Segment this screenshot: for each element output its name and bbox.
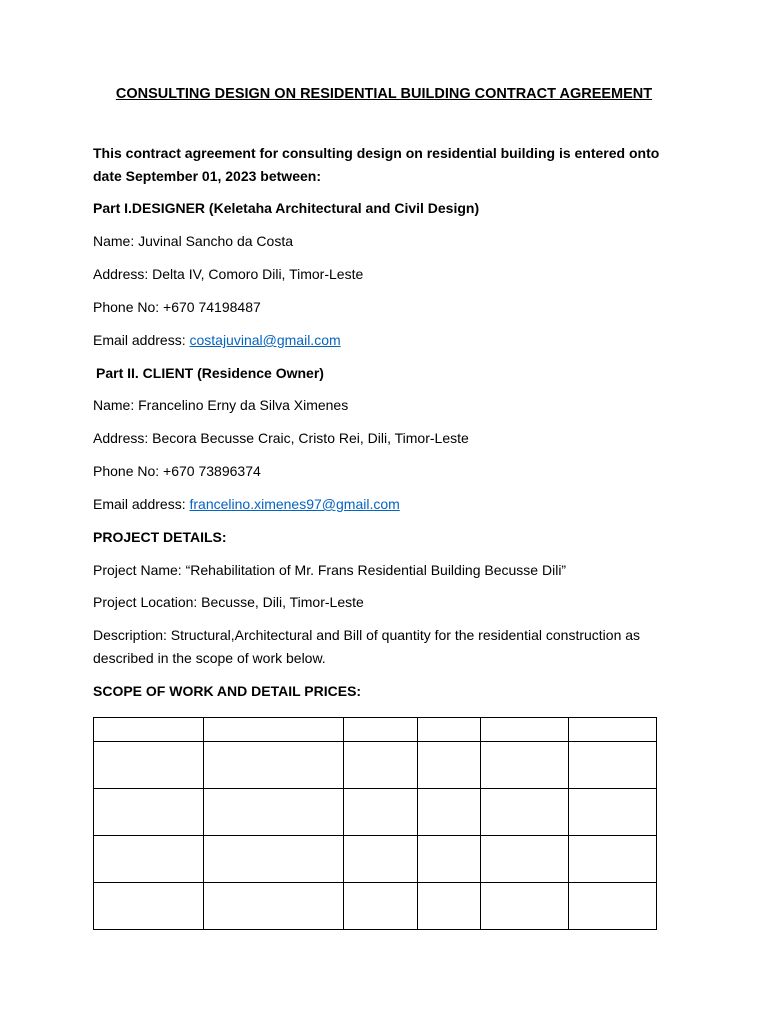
table-cell: [204, 742, 344, 789]
client-name: Name: Francelino Erny da Silva Ximenes: [93, 397, 349, 413]
client-address: Address: Becora Becusse Craic, Cristo Rei, Dili, Timor-Leste: [93, 430, 469, 446]
client-email-label: Email address:: [93, 496, 190, 512]
designer-email-label: Email address:: [93, 332, 190, 348]
table-cell: [204, 836, 344, 883]
project-details-heading: PROJECT DETAILS:: [93, 529, 227, 545]
table-cell: [94, 742, 204, 789]
table-cell: [94, 789, 204, 836]
designer-email-link[interactable]: costajuvinal@gmail.com: [189, 332, 341, 348]
table-cell: [481, 742, 569, 789]
table-row: [94, 883, 657, 930]
table-cell: [204, 789, 344, 836]
table-cell: [418, 789, 481, 836]
table-row: [94, 742, 657, 789]
table-cell: [344, 836, 418, 883]
designer-address: Address: Delta IV, Comoro Dili, Timor-Leste: [93, 266, 364, 282]
table-cell: [569, 836, 657, 883]
project-location: Project Location: Becusse, Dili, Timor-Leste: [93, 594, 364, 610]
table-cell: [94, 836, 204, 883]
table-cell: [94, 718, 204, 742]
table-cell: [569, 883, 657, 930]
designer-heading: Part I.DESIGNER (Keletaha Architectural and Civil Design): [93, 200, 480, 216]
scope-of-work-table: [93, 717, 657, 930]
table-cell: [481, 718, 569, 742]
table-cell: [418, 742, 481, 789]
table-row: [94, 836, 657, 883]
table-cell: [569, 742, 657, 789]
table-cell: [418, 883, 481, 930]
table-cell: [418, 836, 481, 883]
table-cell: [204, 883, 344, 930]
table-cell: [569, 789, 657, 836]
client-phone: Phone No: +670 73896374: [93, 463, 261, 479]
project-description-line-1: Description: Structural,Architectural and Bill of quantity for the residential construction as: [93, 627, 641, 643]
table-cell: [418, 718, 481, 742]
intro-line-2: date September 01, 2023 between:: [93, 168, 321, 184]
table-cell: [94, 883, 204, 930]
designer-phone: Phone No: +670 74198487: [93, 299, 261, 315]
table-cell: [569, 718, 657, 742]
designer-name: Name: Juvinal Sancho da Costa: [93, 233, 293, 249]
designer-email-row: [93, 329, 341, 352]
table-cell: [481, 883, 569, 930]
table-cell: [344, 718, 418, 742]
table-cell: [481, 836, 569, 883]
table-cell: [481, 789, 569, 836]
table-row: [94, 718, 657, 742]
table-row: [94, 789, 657, 836]
scope-heading: SCOPE OF WORK AND DETAIL PRICES:: [93, 683, 362, 699]
client-heading: Part II. CLIENT (Residence Owner): [96, 365, 324, 381]
table-cell: [204, 718, 344, 742]
project-description-line-2: described in the scope of work below.: [93, 650, 326, 666]
project-name: Project Name: “Rehabilitation of Mr. Frans Residential Building Becusse Dili”: [93, 562, 567, 578]
table-cell: [344, 742, 418, 789]
table-cell: [344, 883, 418, 930]
client-email-row: [93, 493, 400, 516]
client-email-link[interactable]: francelino.ximenes97@gmail.com: [189, 496, 400, 512]
table-cell: [344, 789, 418, 836]
intro-line-1: This contract agreement for consulting design on residential building is entered onto: [93, 145, 660, 161]
document-title: CONSULTING DESIGN ON RESIDENTIAL BUILDING CONTRACT AGREEMENT: [115, 86, 653, 102]
